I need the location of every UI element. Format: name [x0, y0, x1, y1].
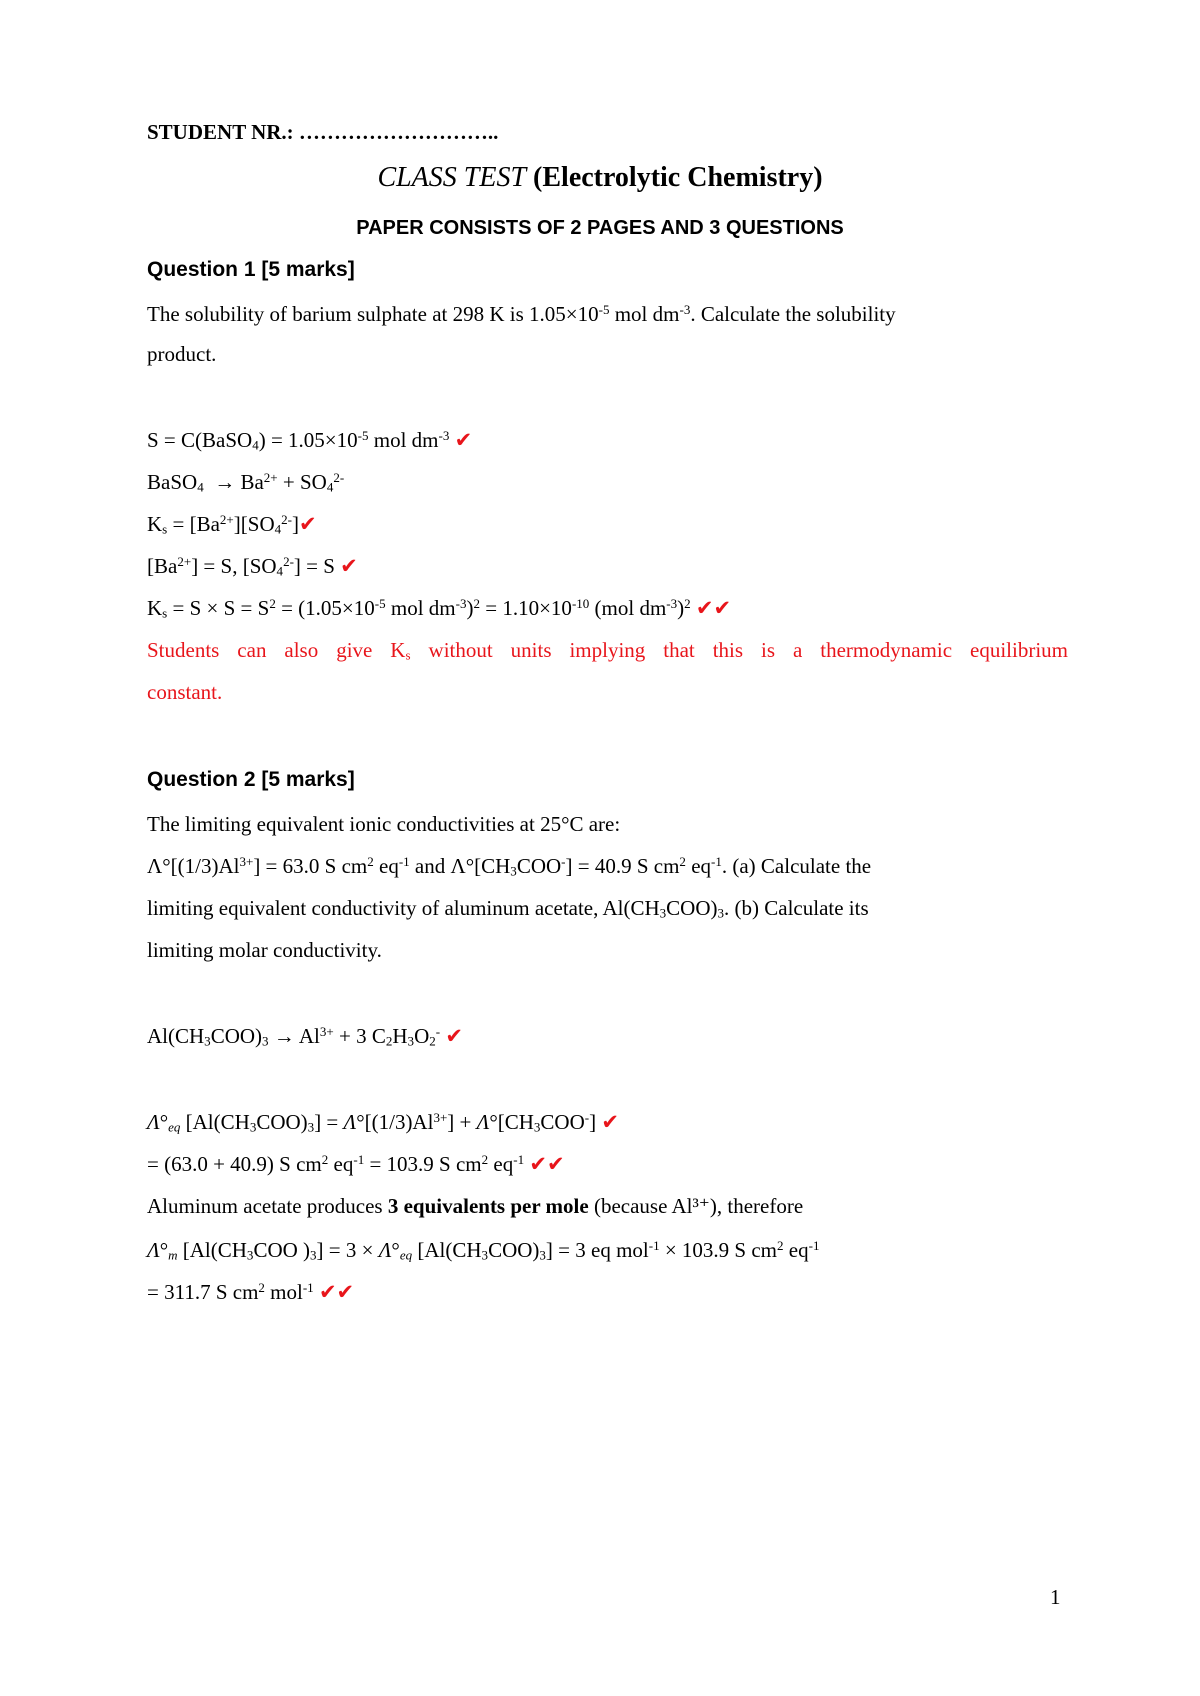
- check-icon: ✔: [336, 1280, 355, 1304]
- check-icon: ✔: [546, 1152, 565, 1176]
- question-1-heading: Question 1 [5 marks]: [147, 258, 355, 281]
- q2-prompt-line-1: The limiting equivalent ionic conductivities at 25°C are:: [147, 812, 621, 836]
- check-icon: ✔: [529, 1152, 547, 1176]
- q2-prompt-line-3: limiting equivalent conductivity of aluminum acetate, $Al(CH_3COO)_3$. (b) Calculate its: [147, 896, 869, 921]
- q1-eq-ks-value: $K_s = S \times S = S^2 = (1.05\times 10^{-5}$ mol $dm^{-3})^2 = 1.10\times 10^{-10}$ (mol $dm^{-3})^2$ ✔✔: [147, 595, 732, 621]
- q2-eq-molar-value: = 311.7 S $cm^2$ mol$^{-1}$ ✔✔: [147, 1279, 355, 1304]
- q1-eq-dissociation: BaSO$_4$ → $Ba^{2+} + SO_4^{2-}$: [147, 469, 345, 495]
- check-icon: ✔: [713, 596, 732, 620]
- q2-eq-dissociation: $Al(CH_3COO)_3 \to Al^{3+} + 3$ $C_2H_3O_2^-$ ✔: [147, 1023, 463, 1049]
- q2-eq-equivalent-sum: $\Lambda^\circ_{eq}$ $[Al(CH_3COO)_3] = \Lambda^\circ[(1/3)Al^{3+}] + \Lambda^\circ[CH_3COO^-]$ ✔: [147, 1109, 619, 1135]
- check-icon: ✔: [340, 554, 358, 578]
- check-icon: ✔: [695, 596, 714, 620]
- q1-eq-ks-def: $K_s$ = $[Ba^{2+}][SO_4^{2-}]✔$: [147, 511, 317, 537]
- q1-eq-concentrations: $[Ba^{2+}] = S$, $[SO_4^{2-}] = S$ ✔: [147, 553, 358, 579]
- check-icon: ✔: [318, 1280, 337, 1304]
- student-nr-label: STUDENT NR.:: [147, 120, 294, 144]
- check-icon: ✔: [445, 1024, 463, 1048]
- title-rest: (Electrolytic Chemistry): [533, 162, 823, 193]
- q2-explanation: Aluminum acetate produces 3 equivalents per mole (because Al³⁺), therefore: [147, 1194, 804, 1218]
- student-nr-dots: ………………………..: [298, 120, 499, 144]
- q1-eq-solubility: S = C(BaSO$_4$) = $1.05\times 10^{-5}$ mol $dm^{-3}$ ✔: [147, 427, 473, 453]
- page-subtitle: PAPER CONSISTS OF 2 PAGES AND 3 QUESTIONS: [356, 217, 844, 239]
- q2-eq-equivalent-value: = (63.0 + 40.9) S $cm^2$ $eq^{-1} = 103.9$ S $cm^2$ $eq^{-1}$ ✔✔: [147, 1151, 565, 1176]
- check-icon: ✔: [454, 428, 473, 452]
- q2-prompt-line-2: $\Lambda^\circ[(1/3)Al^{3+}] = 63.0$ S $cm^2$ $eq^{-1}$ and $\Lambda^\circ[CH_3COO^-] = 40.9$ S $cm^2$ $eq^{-1}$. (a) Calculate the: [147, 853, 872, 879]
- q1-prompt-line-2: product.: [147, 342, 217, 366]
- q1-marker-note-line-1: Students can also give $K_s$ without units implying that this is a thermodynamic equilibrium: [147, 638, 1068, 663]
- q1-marker-note-line-2: constant.: [147, 680, 223, 704]
- question-2-heading: Question 2 [5 marks]: [147, 768, 355, 791]
- q2-eq-molar: $\Lambda^\circ_m$ [$Al(CH_3COO$ )$_3] = 3 \times \Lambda^\circ_{eq}$ $[Al(CH_3COO)_3] = 3$ eq mol$^{-1}$ × 103.9 S $cm^2$ $eq^{-1}$: [147, 1237, 820, 1263]
- page-title: [0, 162, 1200, 194]
- check-icon: ✔: [298, 512, 317, 536]
- check-icon: ✔: [601, 1110, 619, 1134]
- student-nr-line: [147, 120, 498, 144]
- page-number: 1: [1050, 1585, 1061, 1609]
- title-italic: CLASS TEST: [377, 162, 527, 193]
- q2-prompt-line-4: limiting molar conductivity.: [147, 938, 382, 962]
- q1-prompt-line-1: The solubility of barium sulphate at 298 K is $1.05\times 10^{-5}$ mol $dm^{-3}$. Calculate the solubility: [147, 301, 896, 326]
